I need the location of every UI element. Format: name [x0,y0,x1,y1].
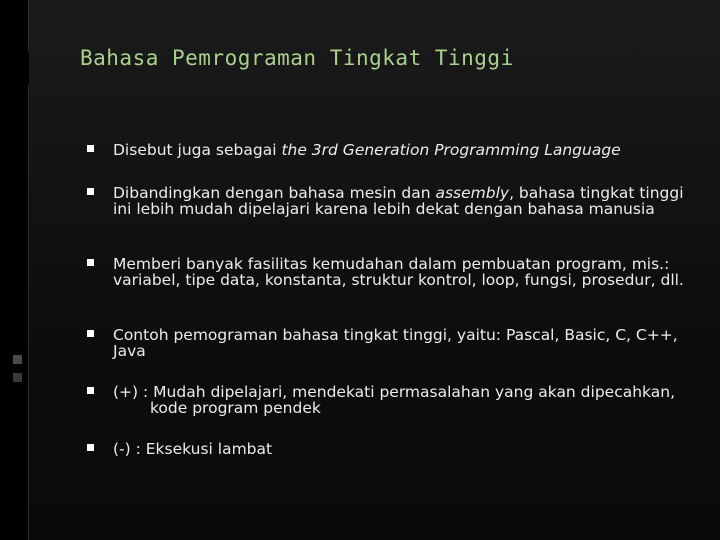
title-accent-bar [17,52,29,85]
bullet-item [86,185,686,217]
bullet-text: Dibandingkan dengan bahasa mesin dan assembly, bahasa tingkat tinggi ini lebih mudah dipelajari karena lebih dekat dengan bahasa manusia [113,184,684,218]
bullet-text: Disebut juga sebagai the 3rd Generation Programming Language [113,141,621,159]
square-bullet-icon [86,144,96,154]
bullet-item [86,256,686,288]
square-bullet-icon [86,258,96,268]
bullet-text: Memberi banyak fasilitas kemudahan dalam pembuatan program, mis.: variabel, tipe data, konstanta, struktur kontrol, loop, fungsi, prosedur, dll. [113,255,684,289]
square-bullet-icon [86,443,96,453]
bullet-text: (-) : Eksekusi lambat [113,440,273,458]
square-bullet-icon [86,329,96,339]
square-bullet-icon [86,386,96,396]
bullet-item [86,142,686,158]
bullet-item [86,441,686,457]
decorative-squares [13,355,23,375]
square-bullet-icon [86,187,96,197]
bullet-text: Contoh pemograman bahasa tingkat tinggi, yaitu: Pascal, Basic, C, C++, Java [113,326,678,360]
decorative-squares [13,373,23,393]
bullet-text: (+) : Mudah dipelajari, mendekati permasalahan yang akan dipecahkan, kode program pendek [113,383,676,417]
bullet-item [86,384,686,416]
slide-title: Bahasa Pemrograman Tingkat Tinggi [80,46,514,70]
bullet-item [86,327,686,359]
